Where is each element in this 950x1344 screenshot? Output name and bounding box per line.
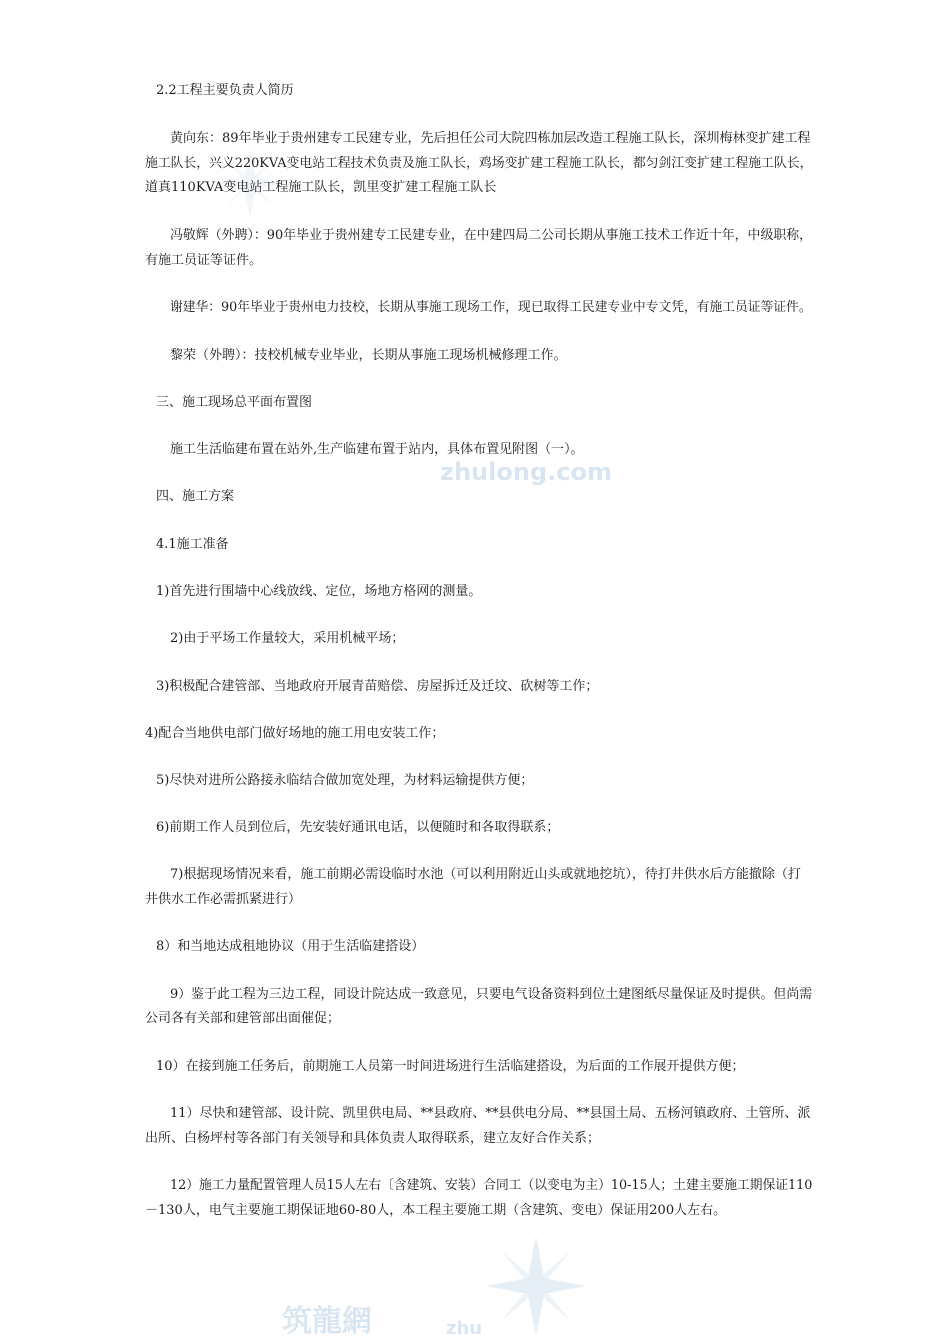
section-heading: 四、施工方案 <box>156 489 235 504</box>
list-item: 5)尽快对进所公路接永临结合做加宽处理，为材料运输提供方便； <box>156 773 534 788</box>
paragraph-line: 有施工员证等证件。 <box>145 253 263 268</box>
watermark-site-text: zhulong.com <box>440 458 612 486</box>
paragraph-line: 施工生活临建布置在站外,生产临建布置于站内，具体布置见附图（一）。 <box>170 442 584 457</box>
paragraph-line: 冯敬辉（外聘）：90年毕业于贵州建专工民建专业，在中建四局二公司长期从事施工技术工作近十年，中级职称， <box>170 228 813 243</box>
watermark-footer-cn: 筑龍網 <box>282 1304 372 1339</box>
section-heading: 三、施工现场总平面布置图 <box>156 395 313 410</box>
paragraph-line: 黄向东：89年毕业于贵州建专工民建专业，先后担任公司大院四栋加层改造工程施工队长，深圳梅林变扩建工程 <box>170 131 811 146</box>
list-item: 出所、白杨坪村等各部门有关领导和具体负责人取得联系，建立友好合作关系； <box>145 1131 601 1146</box>
list-item: 10）在接到施工任务后，前期施工人员第一时间进场进行生活临建搭设，为后面的工作展开提供方便； <box>156 1059 745 1074</box>
list-item: 11）尽快和建管部、设计院、凯里供电局、**县政府、**县供电分局、**县国土局、五杨河镇政府、土管所、派 <box>170 1106 811 1121</box>
list-item: 1)首先进行围墙中心线放线、定位，场地方格网的测量。 <box>156 584 482 599</box>
watermark-star-icon <box>486 1236 586 1336</box>
watermark-footer-latin: zhu <box>446 1318 483 1339</box>
list-item: 井供水工作必需抓紧进行） <box>145 892 302 907</box>
list-item: 4)配合当地供电部门做好场地的施工用电安装工作； <box>145 726 445 741</box>
paragraph-line: 谢建华：90年毕业于贵州电力技校，长期从事施工现场工作，现已取得工民建专业中专文凭，有施工员证等证件。 <box>170 300 812 315</box>
list-item: 9）鉴于此工程为三边工程，同设计院达成一致意见，只要电气设备资料到位土建图纸尽量保证及时提供。但尚需 <box>170 987 813 1002</box>
list-item: 7)根据现场情况来看，施工前期必需设临时水池（可以利用附近山头或就地挖坑），待打井供水后方能撤除（打 <box>170 867 801 882</box>
section-heading: 4.1施工准备 <box>156 537 229 552</box>
paragraph-line: 黎荣（外聘）：技校机械专业毕业，长期从事施工现场机械修理工作。 <box>170 348 567 363</box>
paragraph-line: 道真110KVA变电站工程施工队长，凯里变扩建工程施工队长 <box>145 180 497 195</box>
list-item: 6)前期工作人员到位后，先安装好通讯电话，以便随时和各取得联系； <box>156 820 560 835</box>
list-item: 8）和当地达成租地协议（用于生活临建搭设） <box>156 939 425 954</box>
list-item: 12）施工力量配置管理人员15人左右〔含建筑、安装）合同工（以变电为主）10-15人；土建主要施工期保证110 <box>170 1178 813 1193</box>
list-item: 3)积极配合建管部、当地政府开展青苗赔偿、房屋拆迁及迁坟、砍树等工作； <box>156 679 599 694</box>
list-item: 公司各有关部和建管部出面催促； <box>145 1011 341 1026</box>
section-heading: 2.2工程主要负责人简历 <box>156 83 294 98</box>
list-item: 2)由于平场工作量较大，采用机械平场； <box>170 631 405 646</box>
paragraph-line: 施工队长，兴义220KVA变电站工程技术负责及施工队长，鸡场变扩建工程施工队长，都匀剑江变扩建工程施工队长， <box>145 156 813 171</box>
list-item: －130人，电气主要施工期保证地60-80人，本工程主要施工期（含建筑、变电）保证用200人左右。 <box>145 1203 727 1218</box>
